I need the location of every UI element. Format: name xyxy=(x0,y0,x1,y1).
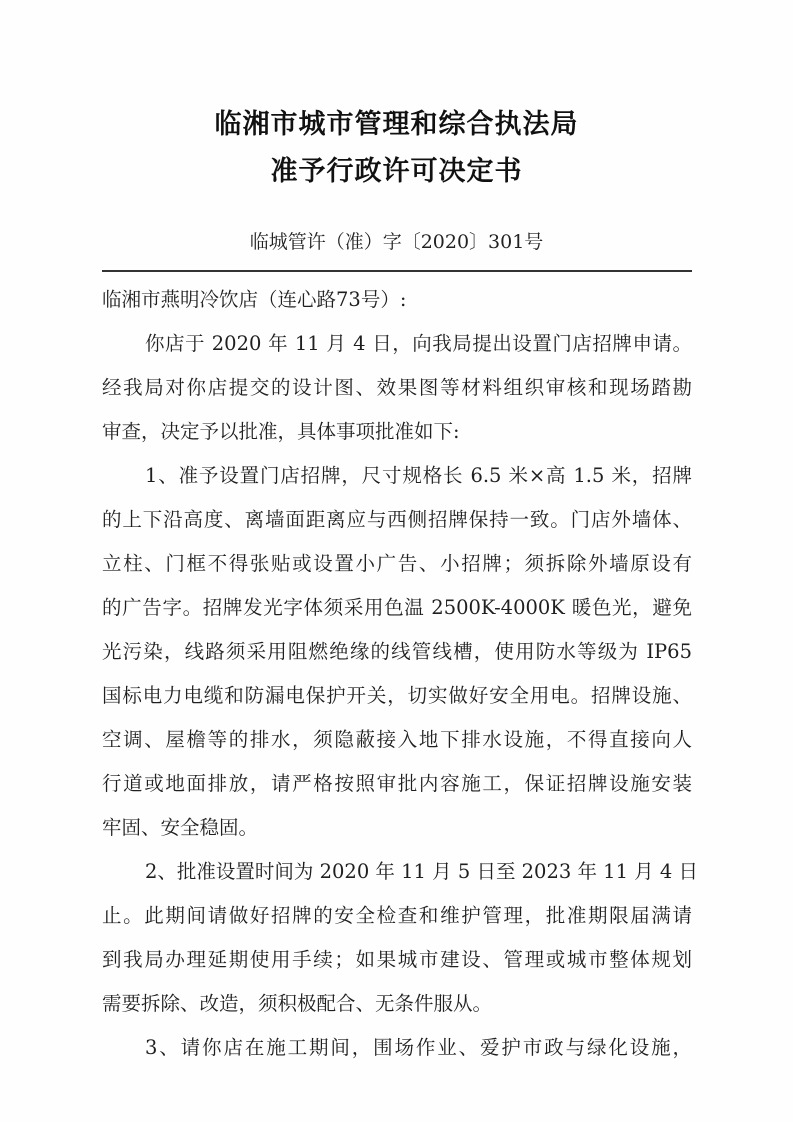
addressee: 临湘市燕明冷饮店（连心路73号）: xyxy=(102,288,407,311)
body-line: 你店于 2020 年 11 月 4 日，向我局提出设置门店招牌申请。 xyxy=(145,332,692,355)
body-line: 国标电力电缆和防漏电保护开关，切实做好安全用电。招牌设施、 xyxy=(102,684,692,707)
body-line: 止。此期间请做好招牌的安全检查和维护管理，批准期限届满请 xyxy=(102,904,692,927)
body-line: 立柱、门框不得张贴或设置小广告、小招牌；须拆除外墙原设有 xyxy=(102,552,692,575)
body-line: 的广告字。招牌发光字体须采用色温 2500K-4000K 暖色光，避免 xyxy=(102,596,692,619)
body-line: 1、准予设置门店招牌，尺寸规格长 6.5 米×高 1.5 米，招牌 xyxy=(145,464,692,487)
body-line: 光污染，线路须采用阻燃绝缘的线管线槽，使用防水等级为 IP65 xyxy=(102,640,692,663)
body-line: 3、请你店在施工期间，围场作业、爱护市政与绿化设施， xyxy=(145,1036,692,1059)
header-divider xyxy=(102,270,692,272)
body-line: 空调、屋檐等的排水，须隐蔽接入地下排水设施，不得直接向人 xyxy=(102,728,692,751)
body-line: 牢固、安全稳固。 xyxy=(102,816,259,839)
body-line: 到我局办理延期使用手续；如果城市建设、管理或城市整体规划 xyxy=(102,948,692,971)
body-line: 经我局对你店提交的设计图、效果图等材料组织审核和现场踏勘 xyxy=(102,376,692,399)
body-line: 的上下沿高度、离墙面距离应与西侧招牌保持一致。门店外墙体、 xyxy=(102,508,692,531)
document-title: 准予行政许可决定书 xyxy=(270,156,523,187)
body-line: 审查，决定予以批准，具体事项批准如下: xyxy=(102,420,460,443)
issuing-authority-title: 临湘市城市管理和综合执法局 xyxy=(214,109,579,140)
document-number: 临城管许（准）字〔2020〕301号 xyxy=(249,231,544,253)
body-line: 2、批准设置时间为 2020 年 11 月 5 日至 2023 年 11 月 4 日 xyxy=(145,860,698,883)
body-line: 需要拆除、改造，须积极配合、无条件服从。 xyxy=(102,992,493,1015)
body-line: 行道或地面排放，请严格按照审批内容施工，保证招牌设施安装 xyxy=(102,772,692,795)
